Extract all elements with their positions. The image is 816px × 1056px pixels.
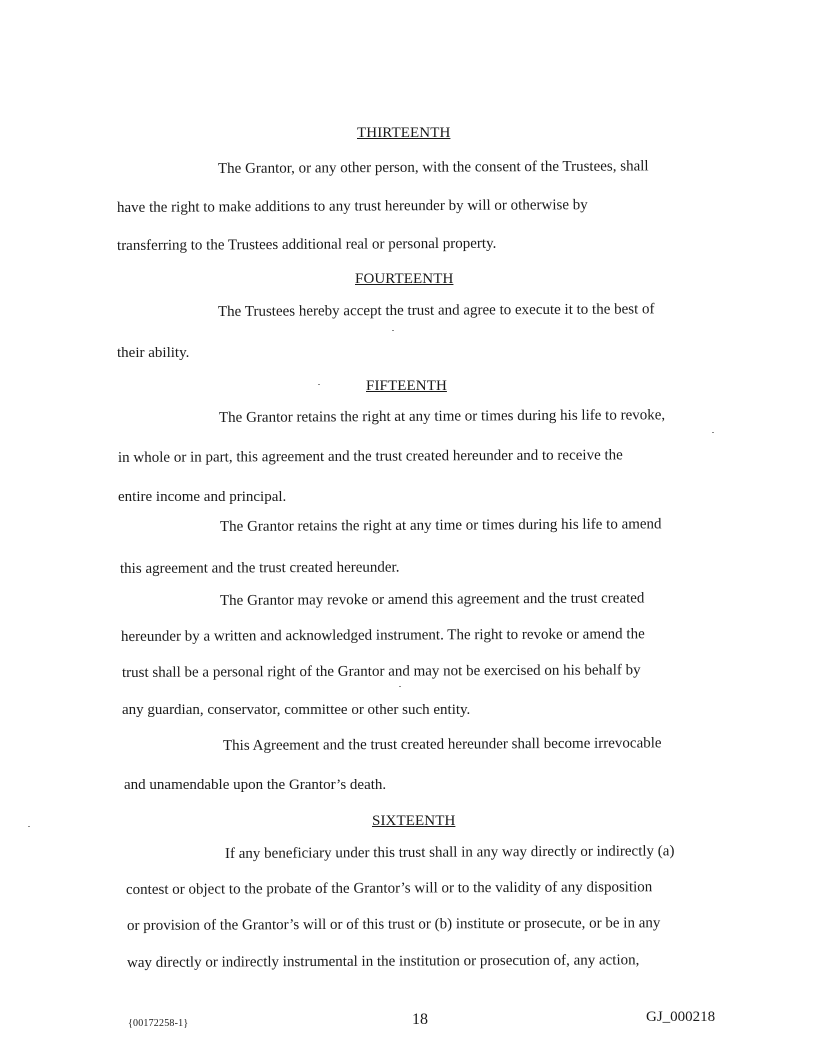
scan-speck bbox=[318, 384, 320, 385]
scan-speck bbox=[392, 330, 394, 331]
text-line: The Grantor, or any other person, with the consent of the Trustees, shall bbox=[217, 158, 649, 177]
section-heading: THIRTEENTH bbox=[357, 125, 451, 141]
text-line: trust shall be a personal right of the Grantor and may not be exercised on his behalf by bbox=[121, 662, 641, 681]
text-line: The Grantor retains the right at any time or times during his life to amend bbox=[219, 516, 662, 535]
section-heading: FOURTEENTH bbox=[355, 271, 454, 287]
scan-speck bbox=[712, 432, 714, 433]
section-heading: FIFTEENTH bbox=[366, 378, 447, 394]
text-line: any guardian, conservator, committee or other such entity. bbox=[122, 702, 471, 718]
text-line: contest or object to the probate of the Grantor’s will or to the validity of any disposition bbox=[125, 879, 653, 898]
document-code: {00172258-1} bbox=[128, 1018, 189, 1029]
text-line: this agreement and the trust created hereunder. bbox=[119, 559, 400, 577]
text-line: have the right to make additions to any trust hereunder by will or otherwise by bbox=[116, 197, 588, 216]
section-heading: SIXTEENTH bbox=[372, 813, 456, 829]
text-line: The Grantor may revoke or amend this agreement and the trust created bbox=[219, 590, 645, 609]
text-line: way directly or indirectly instrumental in the institution or prosecution of, any action, bbox=[126, 952, 640, 971]
text-line: entire income and principal. bbox=[118, 489, 287, 505]
text-line: If any beneficiary under this trust shall in any way directly or indirectly (a) bbox=[224, 843, 675, 862]
scan-speck bbox=[399, 686, 401, 687]
text-line: The Grantor retains the right at any time or times during his life to revoke, bbox=[218, 407, 666, 426]
page-number: 18 bbox=[412, 1011, 428, 1028]
text-line: transferring to the Trustees additional real or personal property. bbox=[116, 235, 497, 254]
text-line: their ability. bbox=[117, 345, 190, 361]
bates-number: GJ_000218 bbox=[646, 1009, 716, 1025]
text-line: hereunder by a written and acknowledged instrument. The right to revoke or amend the bbox=[120, 626, 645, 645]
text-line: The Trustees hereby accept the trust and agree to execute it to the best of bbox=[217, 301, 655, 320]
text-line: or provision of the Grantor’s will or of this trust or (b) institute or prosecute, or be in any bbox=[126, 915, 661, 934]
text-line: and unamendable upon the Grantor’s death. bbox=[124, 777, 387, 793]
scan-speck bbox=[28, 826, 30, 827]
text-line: This Agreement and the trust created hereunder shall become irrevocable bbox=[222, 735, 662, 754]
text-line: in whole or in part, this agreement and the trust created hereunder and to receive the bbox=[117, 447, 623, 466]
